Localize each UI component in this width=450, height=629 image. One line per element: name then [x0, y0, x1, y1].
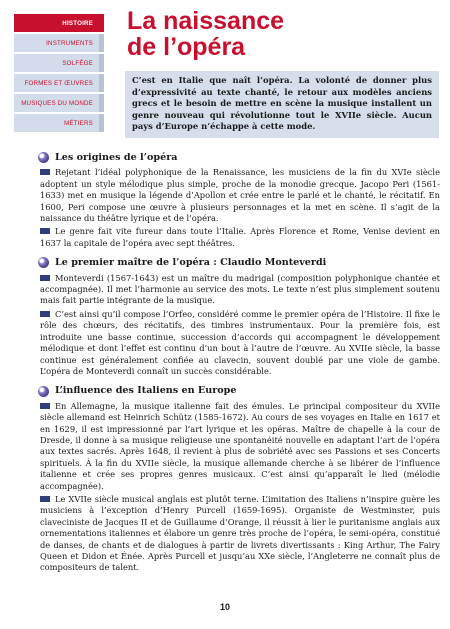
nav-item-metiers[interactable]: MÉTIERS — [14, 114, 104, 132]
section-influence — [40, 385, 440, 574]
square-bullet-icon — [40, 169, 50, 175]
nav-item-formes-et-oeuvres[interactable]: FORMES ET ŒUVRES — [14, 74, 104, 92]
paragraph — [40, 226, 440, 249]
nav-item-musiques-du-monde[interactable]: MUSIQUES DU MONDE — [14, 94, 104, 112]
paragraph — [40, 309, 440, 377]
disc-bullet-icon — [38, 386, 49, 397]
section-heading-text: L’influence des Italiens en Europe — [55, 385, 237, 397]
section-heading-text: Le premier maître de l’opéra : Claudio Monteverdi — [55, 257, 327, 269]
intro-box: C’est en Italie que naît l’opéra. La volonté de donner plus d’expressivité au texte chanté, le retour aux modèles anciens grecs et le besoin de mettre en scène la musique installent un genre nouveau qui révolutionne tout le XVIIe siècle. Aucun pays d’Europe n’échappe à cette mode. — [125, 71, 439, 138]
page-number: 10 — [219, 602, 230, 612]
nav-item-histoire[interactable]: HISTOIRE — [14, 14, 104, 32]
square-bullet-icon — [40, 496, 50, 502]
section-origines — [40, 152, 440, 249]
nav-item-solfege[interactable]: SOLFÈGE — [14, 54, 104, 72]
paragraph — [40, 167, 440, 224]
section-heading-text: Les origines de l’opéra — [55, 152, 178, 163]
sidebar-nav — [14, 14, 104, 134]
paragraph-text: En Allemagne, la musique italienne fait des émules. Le principal compositeur du XVIIe siècle allemand est Heinrich Schütz (1585-1672). Au cours de ses voyages en Italie en 1617 et en 1629, il est impressionné par l’art lyrique et les opéras. Maître de chapelle à la cour de Dresde, il donne à sa musique religieuse une spontanéité nouvelle en adaptant l’art de l’opéra aux textes sacrés. Après 1648, il revient à plus de sobriété avec ses Passions et ses Concerts spirituels. À la fin du XVIIe siècle, la musique allemande cherche à se libérer de l’influence italienne et crée ses propres genres musicaux. C’est ainsi qu’apparaît le lied (mélodie accompagnée). — [40, 400, 440, 491]
section-heading — [38, 257, 440, 268]
page-title-line1: La naissance — [127, 7, 285, 35]
page-title-line2: de l’opéra — [127, 33, 246, 61]
section-heading — [38, 152, 440, 163]
paragraph-text: C’est ainsi qu’il compose l’Orfeo, considéré comme le premier opéra de l’Histoire. Il fixe le rôle des chœurs, des récitatifs, des timbres instrumentaux. Pour la première fois, est introduite une basse continue, succession d’accords qui accompagnent le développement mélodique et dont l’effet est continu d’un bout à l’autre de l’œuvre. Au XVIIe siècle, la basse continue est généralement confiée au clavecin, souvent doublé par une viole de gambe. L’opéra de Monteverdi connaît un succès considérable. — [40, 308, 440, 376]
paragraph-text: Monteverdi (1567-1643) est un maître du madrigal (composition polyphonique chantée et accompagnée). Il met l’harmonie au service des mots. Le texte n’est plus simplement soutenu mais fait partie intégrante de la musique. — [40, 272, 440, 306]
section-heading — [38, 385, 440, 396]
square-bullet-icon — [40, 228, 50, 234]
article-body — [40, 152, 440, 582]
paragraph — [40, 494, 440, 574]
paragraph-text: Le genre fait vite fureur dans toute l’Italie. Après Florence et Rome, Venise devient en 1637 la capitale de l’opéra avec sept théâtres. — [40, 226, 440, 248]
page-title — [127, 8, 284, 60]
square-bullet-icon — [40, 275, 50, 281]
nav-item-instruments[interactable]: INSTRUMENTS — [14, 34, 104, 52]
square-bullet-icon — [40, 311, 50, 317]
paragraph-text: Rejetant l’idéal polyphonique de la Renaissance, les musiciens de la fin du XVIe siècle adoptent un style mélodique plus simple, proche de la monodie grecque. Jacopo Peri (1561-1633) met en musique la légende d’Apollon et crée entre le parlé et le chanté, le récitatif. En 1600, Peri compose une œuvre à plusieurs personnages et la met en scène. Il s’agit de la naissance du théâtre lyrique et de l’opéra. — [40, 167, 440, 224]
paragraph — [40, 273, 440, 307]
section-monteverdi — [40, 257, 440, 377]
paragraph-text: Le XVIIe siècle musical anglais est plutôt terne. L’imitation des Italiens n’inspire guère les musiciens à l’exception d’Henry Purcell (1659-1695). Organiste de Westminster, puis claveciniste de Jacques II et de Guillaume d’Orange, il réussit à lier le puritanisme anglais aux ornementations italiennes et élabore un genre très proche de l’opéra, le semi-opéra, constitué de danses, de chants et de dialogues à partir de livrets divertissants : King Arthur, The Fairy Queen et Didon et Énée. Après Purcell et jusqu’au XXe siècle, l’Angleterre ne connaît plus de compositeurs de talent. — [40, 493, 440, 573]
disc-bullet-icon — [38, 152, 49, 163]
disc-bullet-icon — [38, 257, 49, 268]
paragraph — [40, 401, 440, 492]
square-bullet-icon — [40, 403, 50, 409]
